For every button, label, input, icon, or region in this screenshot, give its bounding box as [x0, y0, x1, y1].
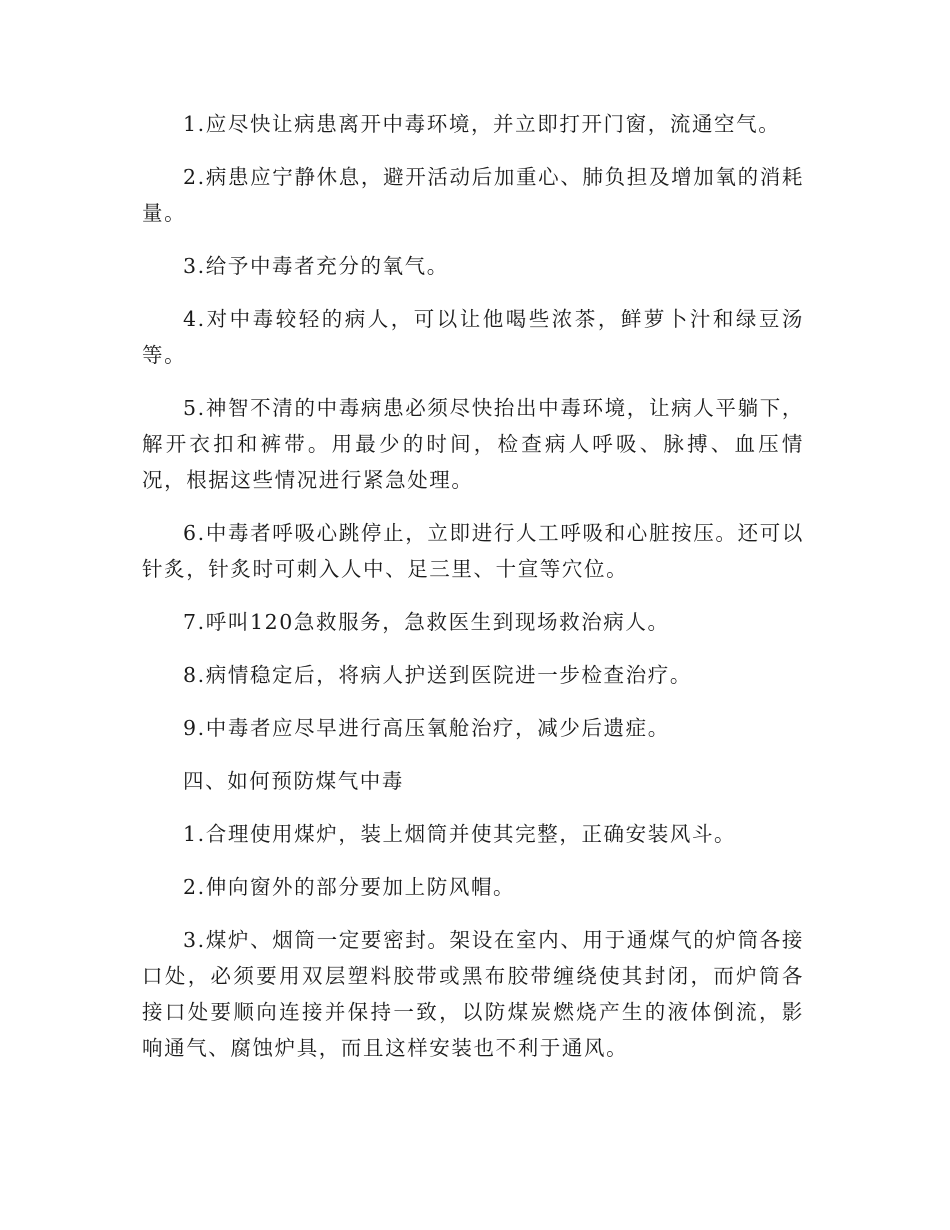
- paragraph-prevention-1: 1.合理使用煤炉，装上烟筒并使其完整，正确安装风斗。: [183, 822, 737, 846]
- paragraph-first-aid-6: 6.中毒者呼吸心跳停止，立即进行人工呼吸和心脏按压。还可以针炙，针炙时可刺入人中、足三里、十宣等穴位。: [142, 521, 804, 581]
- paragraph-first-aid-1: 1.应尽快让病患离开中毒环境，并立即打开门窗，流通空气。: [183, 112, 781, 136]
- paragraph-first-aid-3: 3.给予中毒者充分的氧气。: [183, 254, 449, 278]
- paragraph-first-aid-2: 2.病患应宁静休息，避开活动后加重心、肺负担及增加氧的消耗量。: [142, 165, 804, 225]
- paragraph-first-aid-4: 4.对中毒较轻的病人，可以让他喝些浓茶，鲜萝卜汁和绿豆汤等。: [142, 307, 804, 367]
- paragraph-prevention-2: 2.伸向窗外的部分要加上防风帽。: [183, 875, 516, 899]
- paragraph-first-aid-5: 5.神智不清的中毒病患必须尽快抬出中毒环境，让病人平躺下，解开衣扣和裤带。用最少的时间，检查病人呼吸、脉搏、血压情况，根据这些情况进行紧急处理。: [142, 396, 804, 492]
- paragraph-first-aid-8: 8.病情稳定后，将病人护送到医院进一步检查治疗。: [183, 663, 692, 687]
- paragraph-first-aid-7: 7.呼叫120急救服务，急救医生到现场救治病人。: [183, 610, 670, 634]
- paragraph-first-aid-9: 9.中毒者应尽早进行高压氧舱治疗，减少后遗症。: [183, 716, 670, 740]
- section-heading-prevention: 四、如何预防煤气中毒: [183, 769, 404, 793]
- document-body: [142, 106, 804, 1083]
- paragraph-prevention-3: 3.煤炉、烟筒一定要密封。架设在室内、用于通煤气的炉筒各接口处，必须要用双层塑料胶带或黑布胶带缠绕使其封闭，而炉筒各接口处要顺向连接并保持一致，以防煤炭燃烧产生的液体倒流，影响通气、腐蚀炉具，而且这样安装也不利于通风。: [142, 928, 804, 1060]
